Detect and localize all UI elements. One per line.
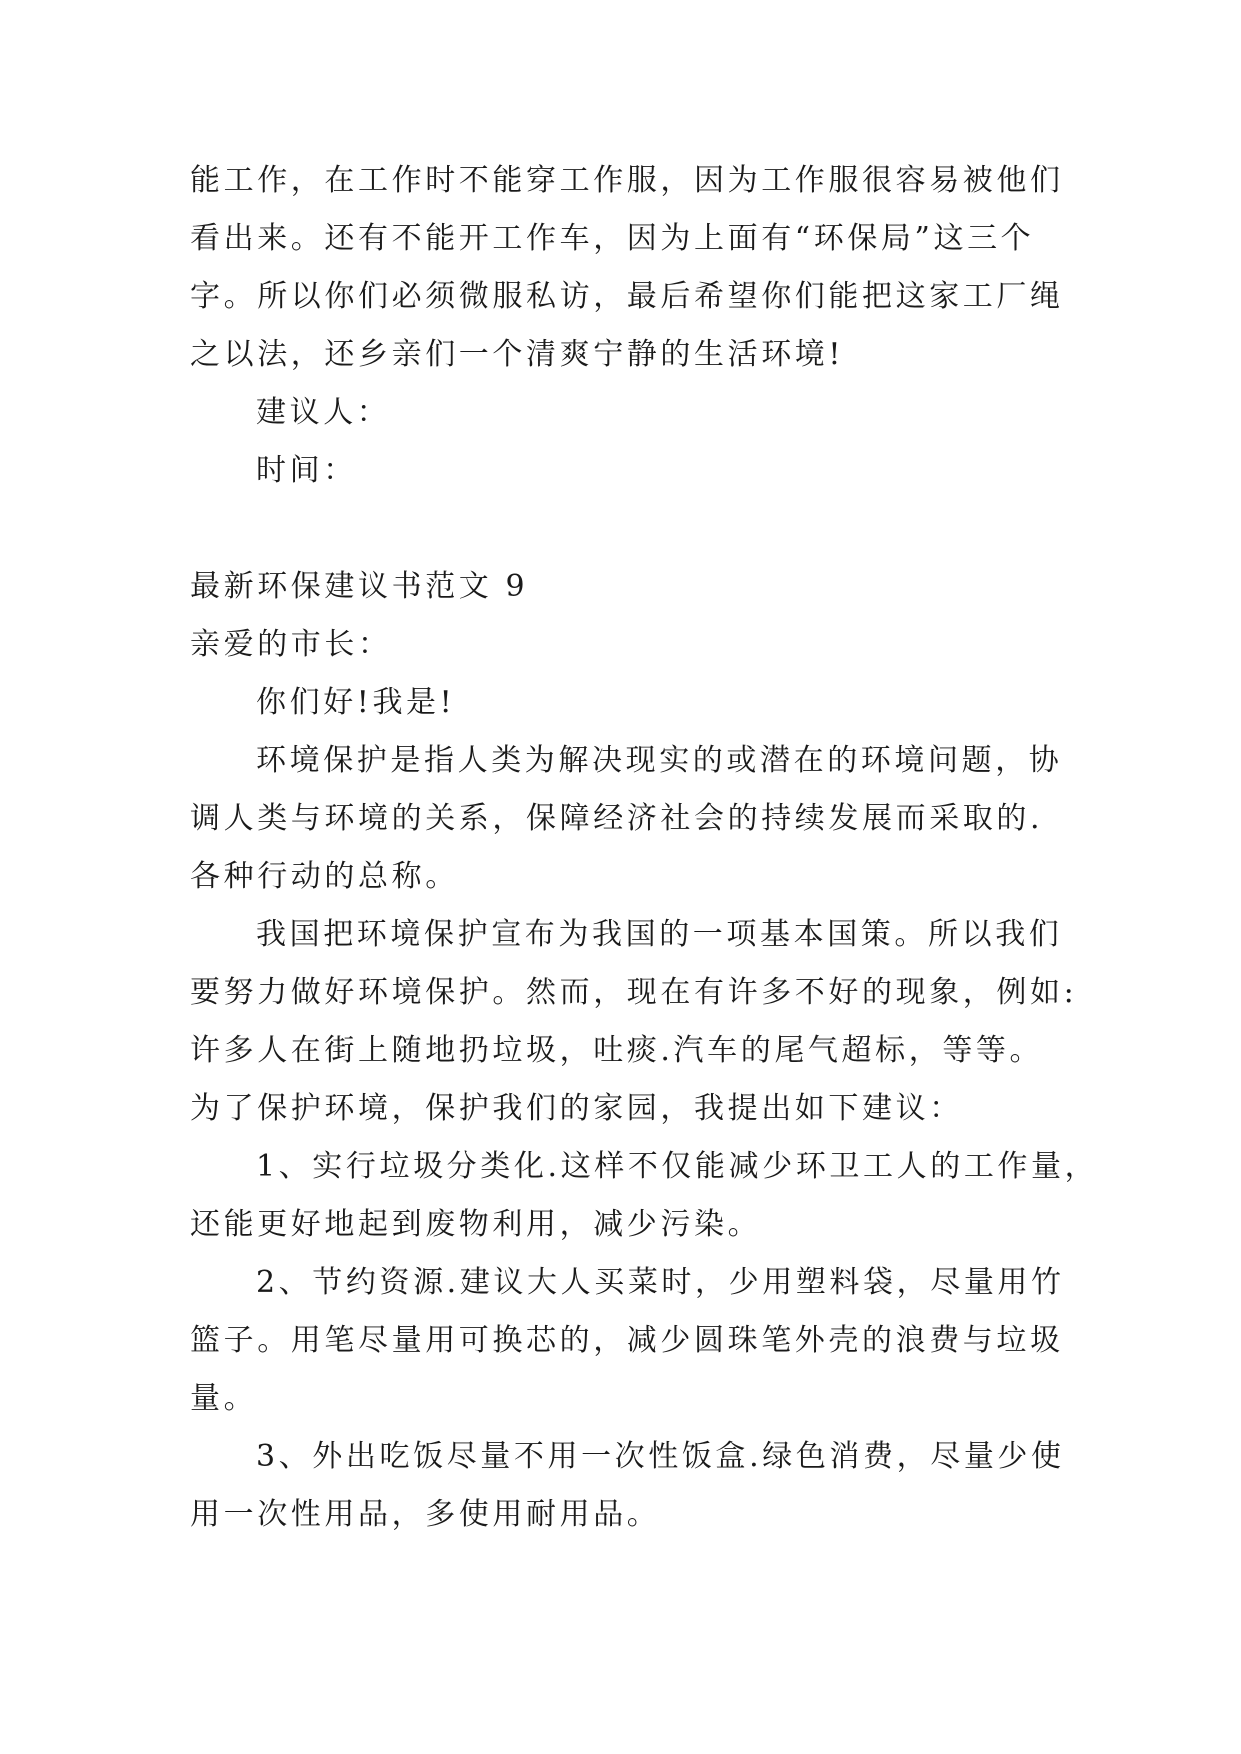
suggestion-2-line: 篮子。用笔尽量用可换芯的，减少圆珠笔外壳的浪费与垃圾 [190,1323,1064,1358]
paragraph-2-line: 许多人在街上随地扔垃圾，吐痰.汽车的尾气超标，等等。 [190,1033,1044,1068]
proposer-label: 建议人： [256,395,391,430]
paragraph-1-line: 各种行动的总称。 [190,859,459,894]
section-gap [190,500,1050,558]
suggestion-1-line: 1、实行垃圾分类化.这样不仅能减少环卫工人的工作量， [256,1149,1099,1184]
suggestion-2-line: 2、节约资源.建议大人买菜时，少用塑料袋，尽量用竹 [256,1265,1065,1300]
paragraph-2-line: 为了保护环境，保护我们的家园，我提出如下建议： [190,1091,963,1126]
paragraph-2-line: 我国把环境保护宣布为我国的一项基本国策。所以我们 [256,917,1063,952]
greeting: 你们好!我是! [256,685,456,720]
prev-paragraph-line: 能工作，在工作时不能穿工作服，因为工作服很容易被他们 [190,163,1064,198]
section-title: 最新环保建议书范文 9 [190,569,529,604]
suggestion-1-line: 还能更好地起到废物利用，减少污染。 [190,1207,762,1242]
prev-paragraph-line: 之以法，还乡亲们一个清爽宁静的生活环境! [190,337,845,372]
suggestion-2-line: 量。 [190,1381,258,1416]
paragraph-2-line: 要努力做好环境保护。然而，现在有许多不好的现象，例如: [190,975,1078,1010]
time-label: 时间： [256,453,357,488]
salutation: 亲爱的市长： [190,627,392,662]
paragraph-1-line: 调人类与环境的关系，保障经济社会的持续发展而采取的. [190,801,1044,836]
document-body [190,152,1099,1544]
suggestion-3-line: 用一次性用品，多使用耐用品。 [190,1497,661,1532]
prev-paragraph-line: 看出来。还有不能开工作车，因为上面有“环保局”这三个 [190,221,1035,256]
prev-paragraph-line: 字。所以你们必须微服私访，最后希望你们能把这家工厂绳 [190,279,1064,314]
paragraph-1-line: 环境保护是指人类为解决现实的或潜在的环境问题，协 [256,743,1063,778]
suggestion-3-line: 3、外出吃饭尽量不用一次性饭盒.绿色消费，尽量少使 [256,1439,1065,1474]
